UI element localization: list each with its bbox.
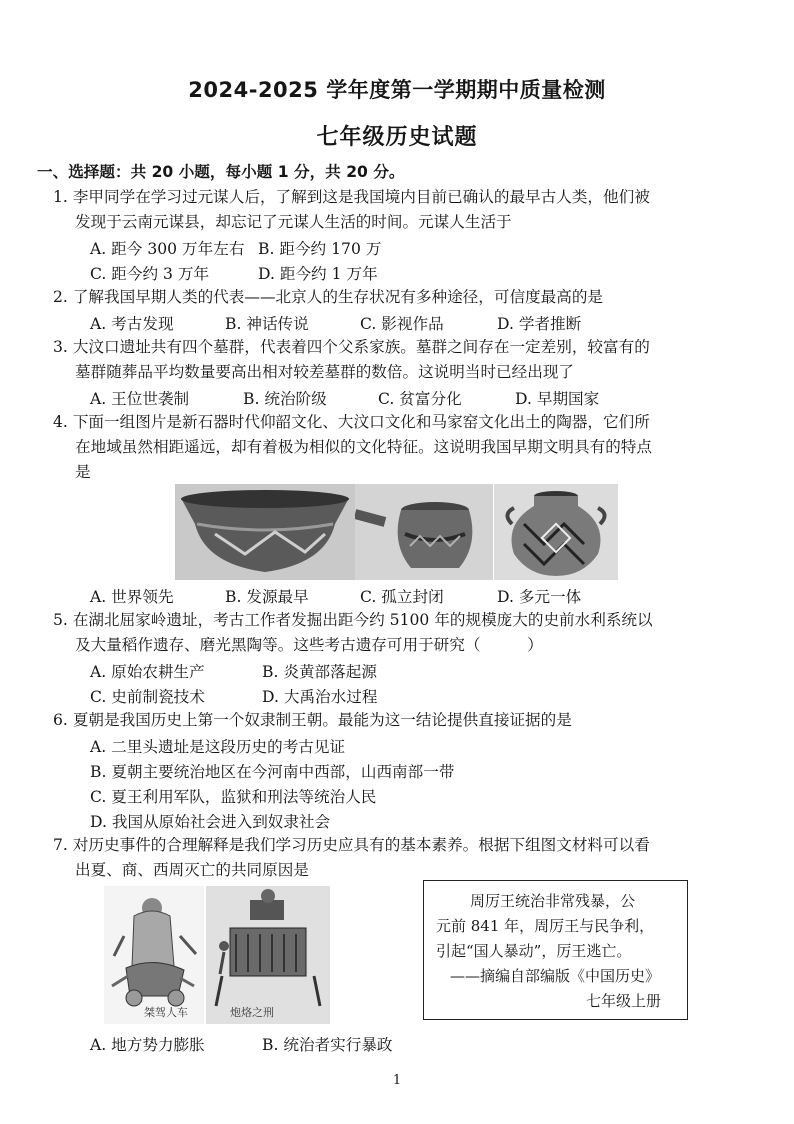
q3-option-c: C. 贫富分化 (378, 390, 462, 408)
q7-option-a: A. 地方势力膨胀 (90, 1036, 205, 1054)
q4-option-a: A. 世界领先 (90, 588, 174, 606)
q1-option-a: A. 距今 300 万年左右 (90, 240, 245, 258)
q4-option-b: B. 发源最早 (225, 588, 309, 606)
quote-line-1: 周厉王统治非常残暴，公 (470, 892, 636, 910)
q5-line2: 及大量稻作遗存、磨光黑陶等。这些考古遗存可用于研究（ ） (75, 636, 543, 654)
yangshao-pottery-image (175, 484, 355, 580)
burning-pillar-illustration (206, 886, 330, 1024)
jie-chariot-illustration (104, 886, 204, 1024)
q5-option-d: D. 大禹治水过程 (262, 688, 378, 706)
q7-quote-box (423, 880, 688, 1020)
q3-option-a: A. 王位世袭制 (90, 390, 190, 408)
q2-option-d: D. 学者推断 (497, 315, 582, 333)
dawenkou-pottery-image (355, 484, 493, 580)
q1-line1: 1. 李甲同学在学习过元谋人后，了解到这是我国境内目前已确认的最早古人类，他们被 (53, 188, 650, 206)
q5-option-c: C. 史前制瓷技术 (90, 688, 205, 706)
q6-option-a: A. 二里头遗址是这段历史的考古见证 (90, 738, 346, 756)
jie-chariot-caption: 桀驾人车 (144, 1006, 188, 1019)
q7-line1: 7. 对历史事件的合理解释是我们学习历史应具有的基本素养。根据下组图文材料可以看 (53, 836, 650, 854)
quote-line-3: 引起“国人暴动”，厉王逃亡。 (436, 942, 632, 960)
q1-option-c: C. 距今约 3 万年 (90, 265, 210, 283)
q4-option-c: C. 孤立封闭 (360, 588, 444, 606)
q1-line2: 发现于云南元谋县，却忘记了元谋人生活的时间。元谋人生活于 (75, 213, 512, 231)
section-heading: 一、选择题：共 20 小题，每小题 1 分，共 20 分。 (37, 163, 405, 181)
q3-option-d: D. 早期国家 (515, 390, 600, 408)
q5-option-a: A. 原始农耕生产 (90, 663, 205, 681)
exam-subtitle: 七年级历史试题 (316, 125, 478, 150)
q7-option-b: B. 统治者实行暴政 (262, 1036, 393, 1054)
q3-option-b: B. 统治阶级 (243, 390, 327, 408)
quote-line-2: 元前 841 年，周厉王与民争利， (436, 917, 655, 935)
q7-line2: 出夏、商、西周灭亡的共同原因是 (75, 861, 309, 879)
quote-line-5: 七年级上册 (586, 992, 662, 1010)
q4-option-d: D. 多元一体 (497, 588, 582, 606)
q6-option-c: C. 夏王利用军队，监狱和刑法等统治人民 (90, 788, 377, 806)
exam-title: 2024-2025 学年度第一学期期中质量检测 (188, 78, 606, 102)
q3-line2: 墓群随葬品平均数量要高出相对较差墓群的数倍。这说明当时已经出现了 (75, 363, 575, 381)
q6-option-b: B. 夏朝主要统治地区在今河南中西部，山西南部一带 (90, 763, 455, 781)
q4-line3: 是 (75, 463, 91, 481)
q1-option-d: D. 距今约 1 万年 (258, 265, 378, 283)
majiayao-pottery-image (494, 484, 618, 580)
burning-pillar-caption: 炮烙之刑 (230, 1006, 274, 1019)
q5-line1: 5. 在湖北屈家岭遗址，考古工作者发掘出距今约 5100 年的规模庞大的史前水利系统以 (53, 611, 653, 629)
q4-line2: 在地域虽然相距遥远，却有着极为相似的文化特征。这说明我国早期文明具有的特点 (75, 438, 652, 456)
q3-line1: 3. 大汶口遗址共有四个墓群，代表着四个父系家族。墓群之间存在一定差别，较富有的 (53, 338, 650, 356)
q2-option-c: C. 影视作品 (360, 315, 444, 333)
page-number: 1 (392, 1073, 402, 1088)
q2-line1: 2. 了解我国早期人类的代表——北京人的生存状况有多种途径，可信度最高的是 (53, 288, 604, 306)
q1-option-b: B. 距今约 170 万 (258, 240, 382, 258)
q6-line1: 6. 夏朝是我国历史上第一个奴隶制王朝。最能为这一结论提供直接证据的是 (53, 711, 572, 729)
q4-line1: 4. 下面一组图片是新石器时代仰韶文化、大汶口文化和马家窑文化出土的陶器，它们所 (53, 413, 650, 431)
quote-line-4: ——摘编自部编版《中国历史》 (450, 967, 661, 985)
q5-option-b: B. 炎黄部落起源 (262, 663, 377, 681)
q2-option-a: A. 考古发现 (90, 315, 174, 333)
q2-option-b: B. 神话传说 (225, 315, 309, 333)
q6-option-d: D. 我国从原始社会进入到奴隶社会 (90, 813, 331, 831)
